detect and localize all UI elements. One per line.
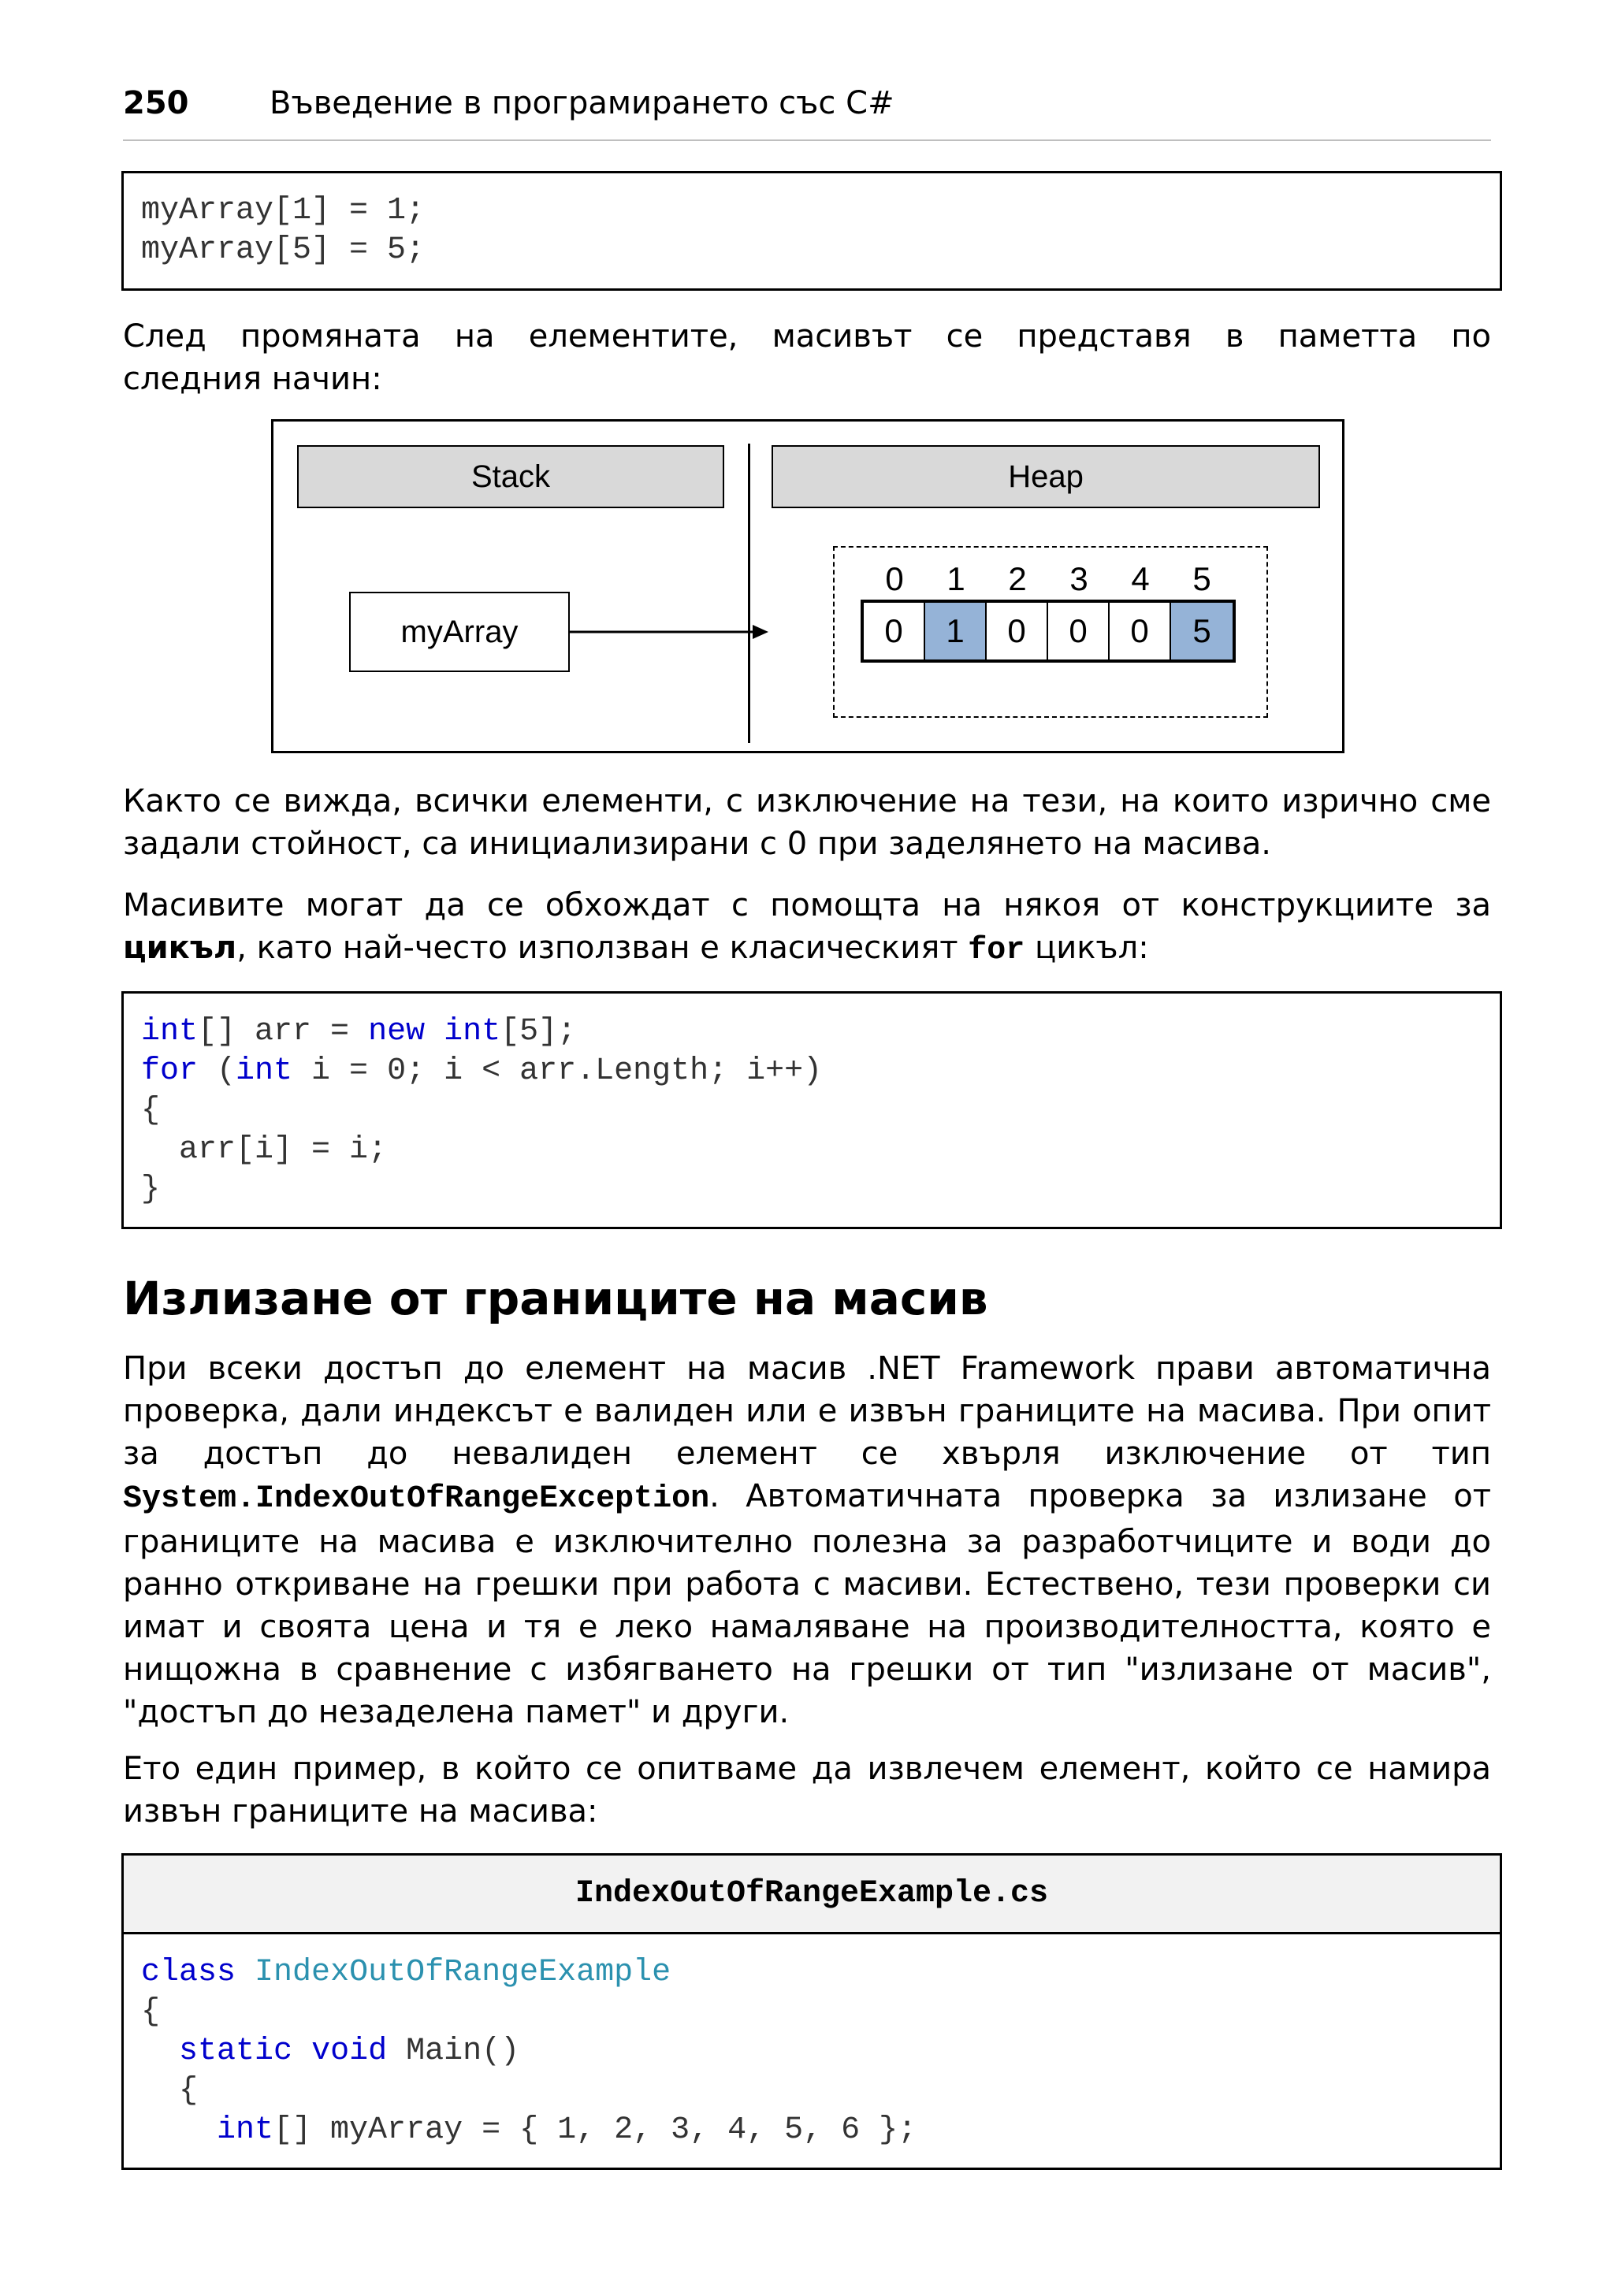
array-cell-1: 1 [925,603,987,659]
code-line: arr[i] = i; [141,1132,388,1168]
text-run: . Автоматичната проверка за излизане от границите на масива е изключително полезна за разработчиците и води до ранно откриване на грешки при работа с масиви. Естествено, тези проверки си имат и своята цена и тя е леко намаляване на производителността, която е нищожна в сравнение с избягването на грешки от тип "излизане от масив", "достъп до незаделена памет" и други. [123,1478,1491,1730]
code-line: myArray[5] = 5; [141,232,426,268]
array-index-4: 4 [1131,560,1150,597]
code-line: int[] arr = new int[5]; [141,1014,577,1050]
code-line: int[] myArray = { 1, 2, 3, 4, 5, 6 }; [217,2112,917,2148]
text-run: , като най-често използван е класическият [236,930,969,966]
page-number: 250 [123,85,189,121]
paragraph-initialized: Както се вижда, всички елементи, с изключение на тези, на които изрично сме задали стойност, са инициализирани с 0 при заделянето на масива. [123,783,1491,862]
array-index-3: 3 [1069,560,1088,597]
array-index-row [864,559,1233,600]
code-line: class IndexOutOfRangeExample [141,1955,671,1990]
variable-box: myArray [349,592,570,672]
code-block-1 [121,171,1502,291]
array-cell-3: 0 [1048,603,1110,659]
paragraph-bounds-check [123,1347,1491,1733]
inline-code: for [968,933,1025,968]
code-line: { [141,1994,161,2030]
array-cell-2: 0 [987,603,1048,659]
code-line: static void Main() [179,2034,520,2069]
stack-heap-divider [748,444,750,743]
paragraph-line: След промяната на елементите, масивът се представя в паметта по [123,318,1491,355]
section-heading: Излизане от границите на масив [123,1272,988,1325]
code-line: } [141,1172,161,1207]
text-run: Масивите могат да се обхождат с помощта на някоя от конструкциите за [123,887,1491,923]
book-title: Въведение в програмирането със C# [270,85,894,121]
array-index-1: 1 [946,560,965,597]
heap-label: Heap [772,445,1320,508]
text-run: цикъл: [1025,930,1149,966]
code-block-3 [121,1853,1502,2170]
code-filename-bar [124,1856,1500,1934]
code-block-2 [121,991,1502,1229]
paragraph-after-change [123,315,1491,400]
array-cells [861,600,1236,663]
inline-code: System.IndexOutOfRangeException [123,1481,710,1517]
text-run: При всеки достъп до елемент на масив .NET Framework прави автоматична проверка, дали индексът е валиден или е извън границите на масива. При опит за достъп до невалиден елемент се хвърля изключение от тип [123,1350,1491,1472]
array-cell-5: 5 [1171,603,1233,659]
array-index-2: 2 [1008,560,1027,597]
array-cell-4: 0 [1110,603,1171,659]
code-line: myArray[1] = 1; [141,193,426,228]
code-line: { [141,1093,161,1128]
paragraph-line: следния начин: [123,361,382,397]
stack-label: Stack [297,445,724,508]
reference-arrow [570,619,775,645]
bold-term: цикъл [123,930,237,966]
code-filename: IndexOutOfRangeExample.cs [575,1876,1049,1911]
paragraph-example: Ето един пример, в който се опитваме да извлечем елемент, който се намира извън границите на масива: [123,1751,1491,1830]
memory-diagram [271,419,1344,753]
code-line: { [141,2073,199,2108]
page-header [123,83,1491,141]
paragraph-loop [123,884,1491,972]
code-line: for (int i = 0; i < arr.Length; i++) [141,1053,823,1089]
array-cell-0: 0 [864,603,925,659]
array-index-5: 5 [1192,560,1211,597]
array-index-0: 0 [885,560,904,597]
